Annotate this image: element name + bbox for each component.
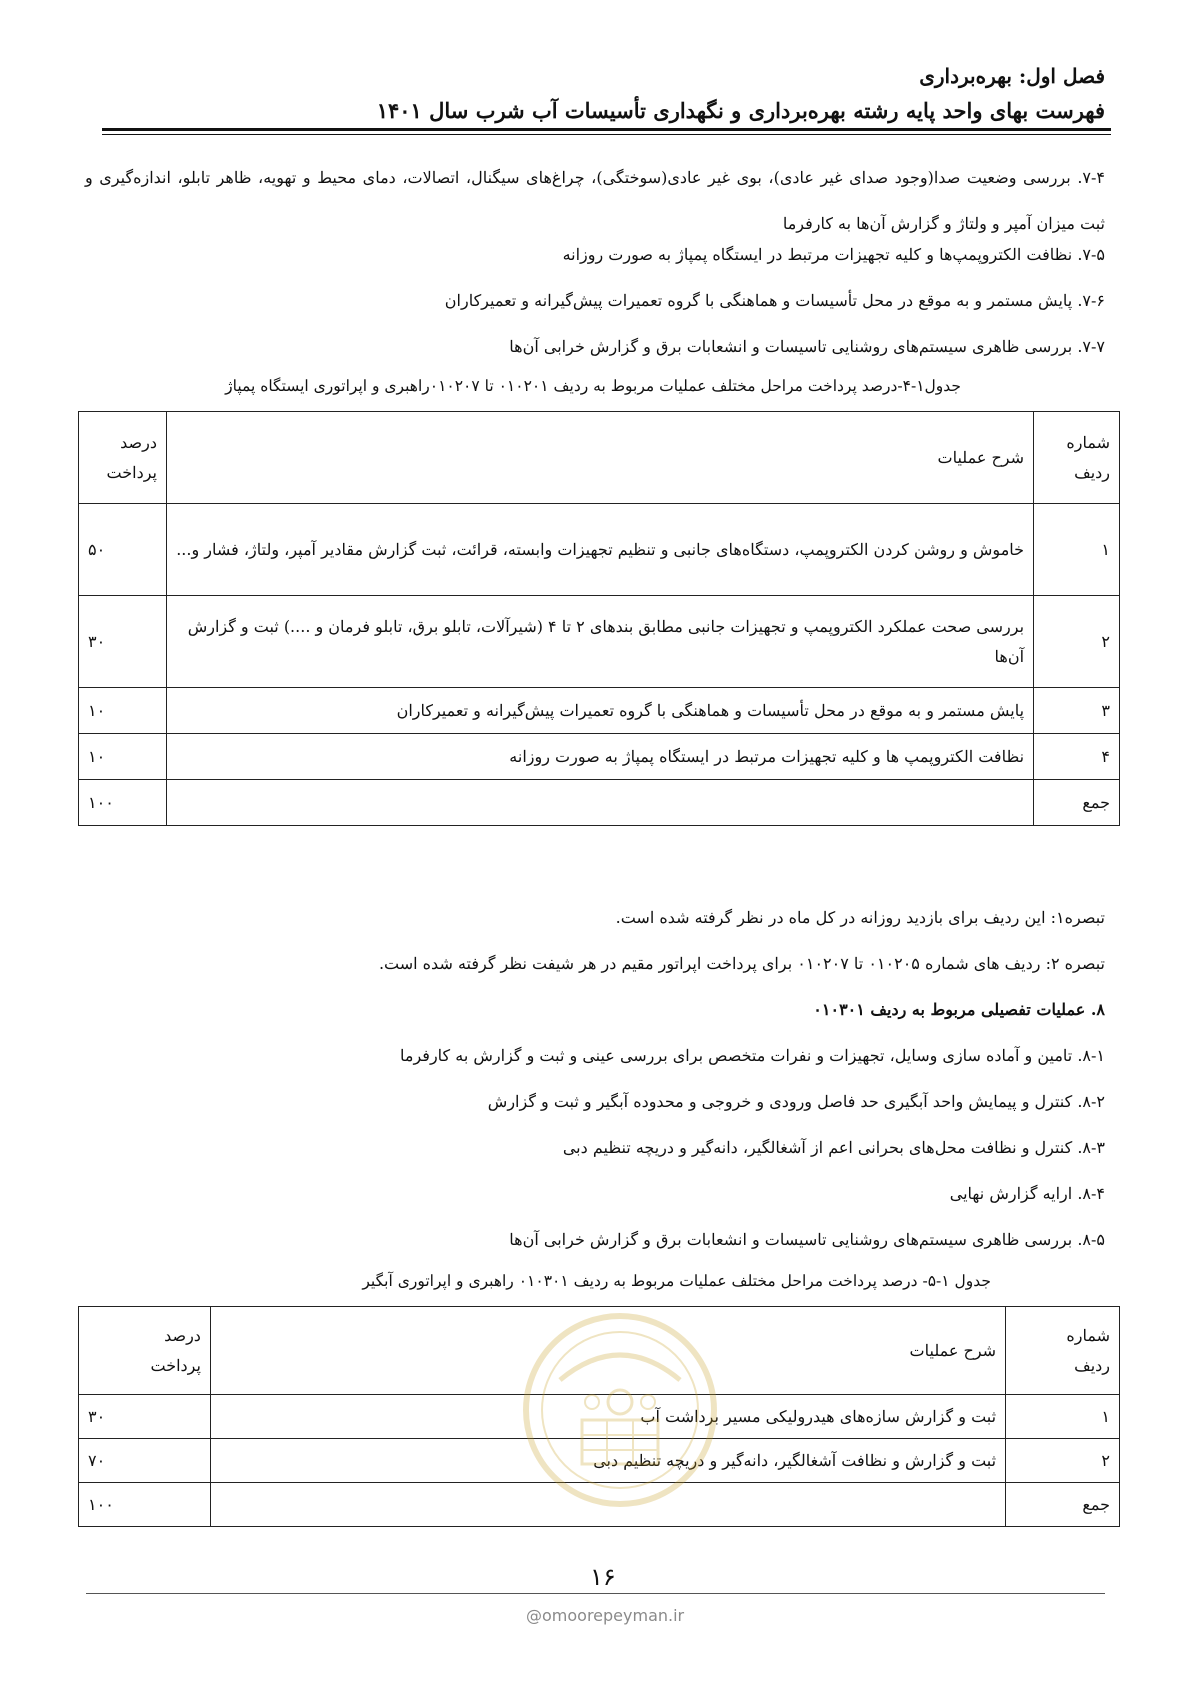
section7-item6: ۷-۶. پایش مستمر و به موقع در محل تأسیسات و هماهنگی با گروه تعمیرات پیش‌گیرانه و تعمیرکاران — [444, 291, 1105, 310]
header-rule-thick — [102, 128, 1111, 131]
chapter-heading: فصل اول: بهره‌برداری — [919, 64, 1105, 88]
total-label: جمع — [1034, 780, 1120, 826]
table-row — [79, 504, 1120, 596]
table2-caption: جدول ۱-۵- درصد پرداخت مراحل مختلف عملیات مربوط به ردیف ۰۱۰۳۰۱ راهبری و اپراتوری آبگیر — [362, 1272, 991, 1290]
row-number: ۲ — [1006, 1439, 1120, 1483]
total-empty-cell — [166, 780, 1033, 826]
row-percent: ۷۰ — [79, 1439, 211, 1483]
footer-rule — [86, 1593, 1105, 1594]
table2-col-percent: درصد پرداخت — [79, 1307, 211, 1395]
section8-item4: ۸-۴. ارایه گزارش نهایی — [949, 1184, 1105, 1203]
section8-item3: ۸-۳. کنترل و نظافت محل‌های بحرانی اعم از آشغالگیر، دانه‌گیر و دریچه تنظیم دبی — [562, 1138, 1105, 1157]
table2-col-description: شرح عملیات — [210, 1307, 1005, 1395]
section7-item4: ۷-۴. بررسی وضعیت صدا(وجود صدای غیر عادی)، بوی غیر عادی(سوختگی)، چراغ‌های سیگنال، اتصالات، دمای محیط و تهویه، ظاهر تابلو، اندازه‌گیری و ثبت میزان آمپر و ولتاژ و گزارش آن‌ها به کارفرما — [85, 168, 1105, 233]
section8-heading: ۸. عملیات تفصیلی مربوط به ردیف ۰۱۰۳۰۱ — [813, 1000, 1105, 1019]
table1-col-percent: درصد پرداخت — [79, 412, 167, 504]
row-description: ثبت و گزارش سازه‌های هیدرولیکی مسیر برداشت آب — [210, 1395, 1005, 1439]
table1-caption: جدول۱-۴-درصد پرداخت مراحل مختلف عملیات مربوط به ردیف ۰۱۰۲۰۱ تا ۰۱۰۲۰۷راهبری و اپراتوری ایستگاه پمپاژ — [225, 377, 961, 395]
section7-item5: ۷-۵. نظافت الکتروپمپ‌ها و کلیه تجهیزات مرتبط در ایستگاه پمپاژ به صورت روزانه — [562, 245, 1105, 264]
section7-item7: ۷-۷. بررسی ظاهری سیستم‌های روشنایی تاسیسات و انشعابات برق و گزارش خرابی آن‌ها — [509, 337, 1105, 356]
table-row — [79, 734, 1120, 780]
row-number: ۱ — [1034, 504, 1120, 596]
row-description: پایش مستمر و به موقع در محل تأسیسات و هماهنگی با گروه تعمیرات پیش‌گیرانه و تعمیرکاران — [166, 688, 1033, 734]
total-value: ۱۰۰ — [79, 1483, 211, 1527]
row-number: ۱ — [1006, 1395, 1120, 1439]
row-description: نظافت الکتروپمپ ها و کلیه تجهیزات مرتبط در ایستگاه پمپاژ به صورت روزانه — [166, 734, 1033, 780]
seal-logo-icon — [520, 1310, 720, 1510]
table-row — [79, 596, 1120, 688]
row-number: ۳ — [1034, 688, 1120, 734]
section8-item5: ۸-۵. بررسی ظاهری سیستم‌های روشنایی تاسیسات و انشعابات برق و گزارش خرابی آن‌ها — [509, 1230, 1105, 1249]
row-number: ۲ — [1034, 596, 1120, 688]
header-rule-thin — [102, 134, 1111, 135]
table1-header-row — [79, 412, 1120, 504]
table2-col-row-number: شماره ردیف — [1006, 1307, 1120, 1395]
note-2: تبصره ۲: ردیف های شماره ۰۱۰۲۰۵ تا ۰۱۰۲۰۷ برای پرداخت اپراتور مقیم در هر شیفت نظر گرفته شده است. — [378, 954, 1105, 973]
row-number: ۴ — [1034, 734, 1120, 780]
table1-col-description: شرح عملیات — [166, 412, 1033, 504]
row-description: بررسی صحت عملکرد الکتروپمپ و تجهیزات جانبی مطابق بندهای ۲ تا ۴ (شیرآلات، تابلو برق، تابلو فرمان و ....) ثبت و گزارش آن‌ها — [166, 596, 1033, 688]
section8-item2: ۸-۲. کنترل و پیمایش واحد آبگیری حد فاصل ورودی و خروجی و محدوده آبگیر و ثبت و گزارش — [487, 1092, 1105, 1111]
row-percent: ۱۰ — [79, 688, 167, 734]
table1-total-row — [79, 780, 1120, 826]
row-percent: ۵۰ — [79, 504, 167, 596]
table1-col-row-number: شماره ردیف — [1034, 412, 1120, 504]
row-description: خاموش و روشن کردن الکتروپمپ، دستگاه‌های جانبی و تنظیم تجهیزات وابسته، قرائت، ثبت گزارش مقادیر آمپر، ولتاژ، فشار و... — [166, 504, 1033, 596]
website-watermark: @omoorepeyman.ir — [526, 1606, 685, 1625]
total-value: ۱۰۰ — [79, 780, 167, 826]
document-title: فهرست بهای واحد پایه رشته بهره‌برداری و نگهداری تأسیسات آب شرب سال ۱۴۰۱ — [376, 98, 1105, 123]
row-percent: ۱۰ — [79, 734, 167, 780]
row-percent: ۳۰ — [79, 1395, 211, 1439]
page-number: ۱۶ — [590, 1563, 616, 1591]
row-percent: ۳۰ — [79, 596, 167, 688]
table-row — [79, 688, 1120, 734]
section8-item1: ۸-۱. تامین و آماده سازی وسایل، تجهیزات و نفرات متخصص برای بررسی عینی و ثبت و گزارش به کارفرما — [400, 1046, 1105, 1065]
table1 — [78, 411, 1120, 826]
total-label: جمع — [1006, 1483, 1120, 1527]
row-description: ثبت و گزارش و نظافت آشغالگیر، دانه‌گیر و دریچه تنظیم دبی — [210, 1439, 1005, 1483]
note-1: تبصره۱: این ردیف برای بازدید روزانه در کل ماه در نظر گرفته شده است. — [615, 908, 1105, 927]
